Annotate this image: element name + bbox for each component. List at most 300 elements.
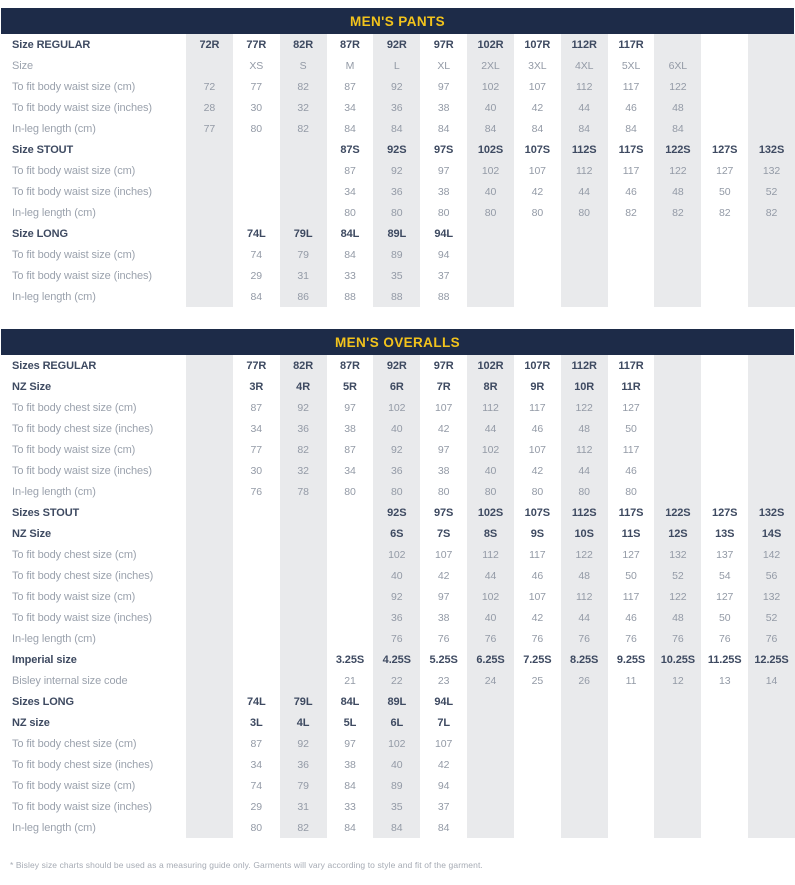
size-cell: 112S — [561, 139, 608, 160]
size-cell: 44 — [467, 565, 514, 586]
size-cell: 132 — [654, 544, 701, 565]
size-cell — [748, 754, 795, 775]
size-cell: 132S — [748, 139, 795, 160]
size-cell: 30 — [250, 464, 262, 477]
size-cell: 94 — [437, 248, 450, 261]
size-cell — [467, 754, 514, 775]
table-row — [0, 775, 795, 796]
size-cell: 54 — [718, 569, 731, 582]
row-label: To fit body chest size (inches) — [12, 569, 154, 582]
size-cell: 2XL — [467, 55, 514, 76]
size-cell — [186, 223, 233, 244]
size-cell — [608, 733, 655, 754]
mens-overalls-table — [0, 329, 795, 838]
size-cell — [748, 418, 795, 439]
size-cell — [608, 691, 655, 712]
size-cell: 112 — [561, 439, 608, 460]
size-cell — [608, 244, 655, 265]
size-cell: 112 — [467, 544, 514, 565]
size-cell — [514, 691, 561, 712]
size-cell: 122 — [654, 76, 701, 97]
size-cell: 40 — [467, 607, 514, 628]
size-cell: 34 — [250, 422, 262, 435]
table-row — [0, 139, 795, 160]
size-cell — [561, 286, 608, 307]
size-cell: 82 — [718, 206, 731, 219]
size-cell: 6.25S — [467, 649, 514, 670]
size-cell — [280, 544, 327, 565]
size-cell — [186, 139, 233, 160]
size-cell: 52 — [748, 607, 795, 628]
row-label: To fit body waist size (cm) — [12, 779, 136, 792]
size-cell: 76 — [561, 628, 608, 649]
size-cell: 9.25S — [616, 653, 646, 666]
row-label: To fit body chest size (cm) — [12, 548, 137, 561]
size-cell: 84 — [373, 817, 420, 838]
size-cell — [654, 376, 701, 397]
size-cell: 46 — [531, 569, 544, 582]
size-cell — [233, 202, 280, 223]
size-cell: 112 — [561, 160, 608, 181]
table-row — [0, 628, 795, 649]
size-cell — [467, 817, 514, 838]
size-cell: 77R — [246, 359, 267, 372]
size-cell — [748, 55, 795, 76]
size-cell — [748, 265, 795, 286]
mens-pants-table — [0, 8, 795, 307]
size-cell: 42 — [531, 101, 544, 114]
size-cell: 107 — [528, 443, 546, 456]
size-cell: 102S — [467, 139, 514, 160]
size-cell: 38 — [437, 464, 450, 477]
size-cell — [514, 223, 561, 244]
size-cell — [701, 397, 748, 418]
size-cell — [608, 796, 655, 817]
size-cell: 8S — [467, 523, 514, 544]
size-cell: 13 — [718, 674, 731, 687]
size-cell — [701, 355, 748, 376]
size-cell — [233, 523, 280, 544]
size-cell: 42 — [531, 185, 544, 198]
table-row — [0, 397, 795, 418]
row-label: Size STOUT — [12, 143, 74, 156]
size-cell: 102 — [467, 76, 514, 97]
size-cell — [280, 181, 327, 202]
size-cell: 38 — [344, 422, 356, 435]
size-cell: 46 — [625, 101, 637, 114]
size-cell — [701, 775, 748, 796]
size-cell: 112 — [467, 397, 514, 418]
size-cell: 42 — [437, 422, 450, 435]
size-cell: 132S — [748, 502, 795, 523]
size-cell: 77R — [246, 38, 267, 51]
size-cell: 87 — [344, 80, 356, 93]
size-cell: 38 — [344, 758, 356, 771]
size-cell — [514, 817, 561, 838]
size-cell: 117 — [622, 443, 640, 456]
size-cell: 36 — [373, 607, 420, 628]
size-cell: 84 — [373, 118, 420, 139]
size-cell — [654, 481, 701, 502]
size-cell: 5.25S — [429, 653, 458, 666]
size-cell — [280, 502, 327, 523]
size-cell: 40 — [373, 754, 420, 775]
size-cell: 102R — [467, 34, 514, 55]
size-cell: 36 — [280, 754, 327, 775]
size-cell: 7S — [437, 527, 451, 540]
size-cell: 74L — [246, 227, 266, 240]
size-cell: 102 — [373, 397, 420, 418]
size-cell — [608, 775, 655, 796]
size-cell — [748, 244, 795, 265]
size-cell: 112R — [561, 34, 608, 55]
size-cell: 52 — [748, 181, 795, 202]
size-cell: 79L — [280, 223, 327, 244]
size-cell — [233, 181, 280, 202]
size-cell: 34 — [250, 758, 262, 771]
size-cell: 46 — [625, 611, 637, 624]
table-row — [0, 55, 795, 76]
size-cell — [654, 34, 701, 55]
size-cell: 92 — [373, 586, 420, 607]
table-row — [0, 76, 795, 97]
table-row — [0, 586, 795, 607]
size-cell: 80 — [531, 206, 544, 219]
size-cell — [186, 418, 233, 439]
size-cell — [186, 796, 233, 817]
size-cell: 7.25S — [523, 653, 552, 666]
size-cell: 107 — [435, 737, 453, 750]
size-cell — [186, 544, 233, 565]
size-cell — [327, 544, 374, 565]
size-cell: 80 — [561, 481, 608, 502]
size-cell — [280, 607, 327, 628]
size-cell: 117R — [618, 359, 644, 372]
size-cell: 74 — [250, 779, 262, 792]
size-cell — [701, 55, 748, 76]
size-cell — [233, 565, 280, 586]
size-cell: 84 — [437, 821, 450, 834]
size-cell: 11R — [621, 380, 641, 393]
row-label: To fit body chest size (cm) — [12, 737, 137, 750]
size-cell — [748, 733, 795, 754]
size-cell — [280, 628, 327, 649]
row-label: Sizes REGULAR — [12, 359, 97, 372]
size-cell: 80 — [437, 206, 450, 219]
size-cell: 82 — [280, 76, 327, 97]
size-cell — [186, 817, 233, 838]
size-cell — [608, 286, 655, 307]
size-cell — [327, 628, 374, 649]
size-cell — [280, 670, 327, 691]
mens-overalls-title: MEN'S OVERALLS — [334, 334, 461, 350]
size-cell: 80 — [467, 481, 514, 502]
size-cell — [701, 97, 748, 118]
size-cell: 97 — [437, 164, 450, 177]
size-cell — [701, 244, 748, 265]
size-cell — [748, 223, 795, 244]
row-label: To fit body waist size (inches) — [12, 464, 152, 477]
size-cell: 97R — [433, 38, 454, 51]
size-cell: 10R — [561, 376, 608, 397]
size-cell — [654, 817, 701, 838]
size-cell: 102 — [467, 160, 514, 181]
size-cell: 56 — [748, 565, 795, 586]
size-cell: 92S — [373, 139, 420, 160]
size-cell: 84 — [561, 118, 608, 139]
size-cell: 82 — [280, 118, 327, 139]
size-cell: 28 — [186, 97, 233, 118]
size-cell: 84 — [531, 122, 544, 135]
size-cell: 82 — [280, 817, 327, 838]
mens-pants-title: MEN'S PANTS — [349, 13, 446, 29]
size-cell: 80 — [437, 485, 450, 498]
size-cell: 107S — [524, 143, 550, 156]
size-cell — [701, 34, 748, 55]
size-cell: 31 — [280, 265, 327, 286]
size-cell — [654, 397, 701, 418]
row-label: To fit body chest size (inches) — [12, 758, 154, 771]
table-row — [0, 502, 795, 523]
size-cell — [186, 691, 233, 712]
row-label: Imperial size — [12, 653, 77, 666]
size-cell: 84 — [344, 122, 356, 135]
size-cell: 76 — [718, 632, 731, 645]
size-cell — [233, 607, 280, 628]
size-cell: 10S — [561, 523, 608, 544]
size-cell: 21 — [344, 674, 356, 687]
size-cell: 36 — [280, 418, 327, 439]
size-cell: 88 — [344, 290, 356, 303]
size-cell: 84 — [467, 118, 514, 139]
size-cell: 117 — [529, 401, 546, 414]
size-cell: 80 — [250, 821, 262, 834]
size-cell: 82 — [748, 202, 795, 223]
size-cell: 76 — [373, 628, 420, 649]
size-cell — [514, 754, 561, 775]
size-cell: 42 — [437, 569, 450, 582]
size-cell: 79 — [280, 244, 327, 265]
size-cell: 102S — [467, 502, 514, 523]
size-cell: XL — [437, 59, 450, 72]
row-label: To fit body waist size (cm) — [12, 590, 136, 603]
size-cell: 22 — [373, 670, 420, 691]
size-cell — [748, 76, 795, 97]
size-cell: 77 — [250, 443, 262, 456]
size-cell: 11 — [625, 674, 637, 687]
size-cell: 82R — [280, 355, 327, 376]
size-cell — [561, 733, 608, 754]
row-label: NZ Size — [12, 527, 52, 540]
size-cell — [654, 286, 701, 307]
size-cell: 13S — [715, 527, 735, 540]
row-label: Sizes STOUT — [12, 506, 80, 519]
table-row — [0, 649, 795, 670]
size-cell — [186, 460, 233, 481]
size-cell: 127S — [712, 506, 738, 519]
size-cell: 87R — [340, 38, 360, 51]
size-cell: 82 — [280, 439, 327, 460]
size-cell — [186, 565, 233, 586]
size-cell: 48 — [654, 607, 701, 628]
size-cell — [327, 565, 374, 586]
size-cell — [561, 244, 608, 265]
table-row — [0, 244, 795, 265]
size-cell — [186, 523, 233, 544]
size-cell: 48 — [561, 418, 608, 439]
size-cell: 76 — [467, 628, 514, 649]
size-cell: 44 — [561, 181, 608, 202]
size-cell: 117 — [622, 164, 640, 177]
size-cell: 76 — [250, 485, 262, 498]
size-cell: 107R — [524, 38, 551, 51]
size-cell — [186, 586, 233, 607]
size-cell: 44 — [561, 97, 608, 118]
size-cell: 86 — [280, 286, 327, 307]
size-cell — [654, 796, 701, 817]
table-row — [0, 691, 795, 712]
size-cell — [186, 712, 233, 733]
size-cell: 102R — [467, 355, 514, 376]
size-cell — [701, 118, 748, 139]
size-cell — [186, 439, 233, 460]
row-label: To fit body waist size (inches) — [12, 611, 152, 624]
size-cell: 4.25S — [373, 649, 420, 670]
mens-pants-header-bar — [1, 8, 794, 34]
table-row — [0, 181, 795, 202]
size-cell — [701, 418, 748, 439]
size-cell — [327, 502, 374, 523]
size-cell — [654, 439, 701, 460]
size-cell — [186, 160, 233, 181]
mens-pants-body — [0, 34, 795, 307]
size-cell: 36 — [373, 181, 420, 202]
size-cell — [748, 286, 795, 307]
size-cell: 14 — [748, 670, 795, 691]
row-label: To fit body chest size (inches) — [12, 422, 154, 435]
size-cell: 84 — [344, 821, 356, 834]
size-cell: 42 — [531, 464, 544, 477]
size-cell — [561, 817, 608, 838]
size-cell: 102 — [467, 439, 514, 460]
size-cell: 40 — [467, 97, 514, 118]
size-cell — [654, 754, 701, 775]
size-cell: 6R — [373, 376, 420, 397]
size-cell — [654, 355, 701, 376]
size-cell — [748, 397, 795, 418]
size-cell — [467, 691, 514, 712]
size-cell: 89 — [373, 775, 420, 796]
size-cell: 32 — [280, 460, 327, 481]
size-cell: 76 — [748, 628, 795, 649]
size-cell — [748, 34, 795, 55]
size-cell: 92R — [373, 355, 420, 376]
size-cell: 92 — [373, 76, 420, 97]
size-cell: 4L — [280, 712, 327, 733]
size-cell: 94 — [437, 779, 450, 792]
size-cell: 6XL — [654, 55, 701, 76]
size-cell: XS — [249, 59, 264, 72]
row-label: In-leg length (cm) — [12, 821, 96, 834]
size-cell — [654, 418, 701, 439]
size-cell — [514, 775, 561, 796]
size-cell — [280, 523, 327, 544]
size-cell: 76 — [531, 632, 544, 645]
row-label: NZ size — [12, 716, 50, 729]
size-cell: 40 — [467, 460, 514, 481]
size-cell: 107 — [528, 164, 546, 177]
size-cell — [186, 754, 233, 775]
size-cell: 80 — [561, 202, 608, 223]
size-cell: 80 — [344, 485, 356, 498]
size-cell — [514, 712, 561, 733]
size-cell: 80 — [373, 481, 420, 502]
size-cell: 23 — [437, 674, 450, 687]
size-cell — [186, 55, 233, 76]
row-label: NZ Size — [12, 380, 52, 393]
size-cell — [748, 691, 795, 712]
mens-overalls-header-bar — [1, 329, 794, 355]
size-cell: 4R — [280, 376, 327, 397]
size-cell: 127S — [712, 143, 738, 156]
size-cell: 10.25S — [654, 649, 701, 670]
size-cell: 142 — [748, 544, 795, 565]
size-cell: 84 — [625, 122, 637, 135]
size-cell: 34 — [344, 464, 356, 477]
size-cell — [701, 691, 748, 712]
size-cell: 6S — [373, 523, 420, 544]
row-label: In-leg length (cm) — [12, 122, 96, 135]
size-cell — [701, 796, 748, 817]
size-cell — [748, 775, 795, 796]
table-row — [0, 817, 795, 838]
size-cell — [467, 286, 514, 307]
size-cell: 37 — [437, 269, 450, 282]
size-cell — [748, 817, 795, 838]
size-cell — [654, 775, 701, 796]
size-cell: 44 — [561, 460, 608, 481]
size-cell: 102 — [373, 733, 420, 754]
size-cell: 4XL — [561, 55, 608, 76]
row-label: In-leg length (cm) — [12, 485, 96, 498]
size-cell — [233, 544, 280, 565]
size-cell — [233, 160, 280, 181]
table-row — [0, 202, 795, 223]
size-cell — [514, 244, 561, 265]
size-cell: 52 — [654, 565, 701, 586]
table-row — [0, 712, 795, 733]
size-cell — [467, 796, 514, 817]
size-cell: 122S — [654, 139, 701, 160]
size-cell — [654, 265, 701, 286]
size-cell: 76 — [437, 632, 450, 645]
size-cell: 84 — [437, 122, 450, 135]
size-cell: 40 — [373, 565, 420, 586]
size-cell: 50 — [718, 611, 731, 624]
row-label: Sizes LONG — [12, 695, 74, 708]
size-cell: 82R — [280, 34, 327, 55]
table-row — [0, 118, 795, 139]
size-cell: 37 — [437, 800, 450, 813]
size-cell: 112 — [561, 586, 608, 607]
size-cell: 117 — [622, 80, 640, 93]
size-cell — [280, 649, 327, 670]
size-cell: 79L — [280, 691, 327, 712]
size-cell — [701, 733, 748, 754]
size-cell: 137 — [716, 548, 734, 561]
table-row — [0, 754, 795, 775]
size-cell — [654, 244, 701, 265]
